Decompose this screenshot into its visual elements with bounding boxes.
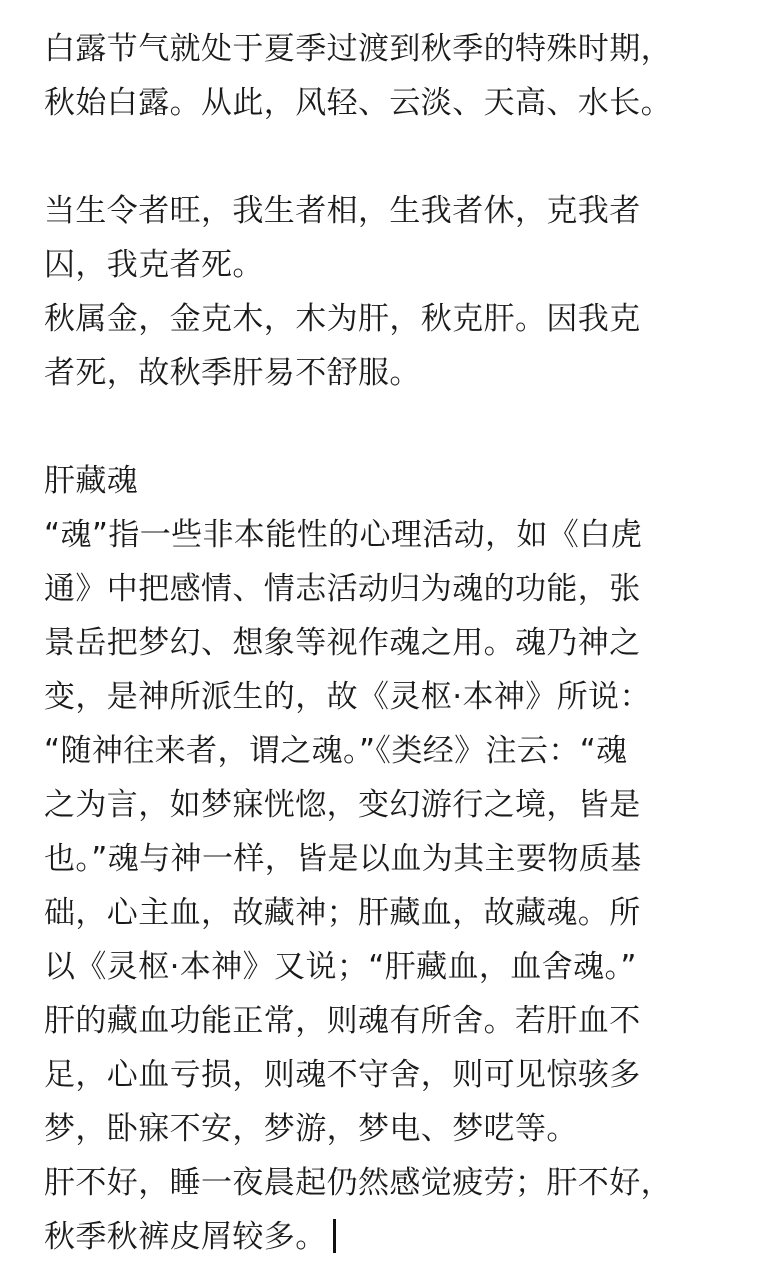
text-line: “魂”指一些非本能性的心理活动，如《白虎 [44, 517, 643, 553]
text-line: 肝不好，睡一夜晨起仍然感觉疲劳；肝不好， [44, 1165, 672, 1201]
section-heading: 肝藏魂 [44, 463, 139, 499]
text-line: 也。”魂与神一样，皆是以血为其主要物质基 [44, 841, 642, 877]
text-line: 以《灵枢·本神》又说；“肝藏血，血舍魂。” [44, 949, 637, 985]
text-line: 景岳把梦幻、想象等视作魂之用。魂乃神之 [44, 625, 641, 661]
text-line: 者死，故秋季肝易不舒服。 [44, 355, 421, 391]
text-line: 肝的藏血功能正常，则魂有所舍。若肝血不 [44, 1003, 641, 1039]
blank-line [44, 130, 744, 184]
text-line: 秋属金，金克木，木为肝，秋克肝。因我克 [44, 301, 641, 337]
text-line: 础，心主血，故藏神；肝藏血，故藏魂。所 [44, 895, 641, 931]
text-line: 足，心血亏损，则魂不守舍，则可见惊骇多 [44, 1057, 641, 1093]
last-text-line [44, 1210, 744, 1264]
text-line: 秋始白露。从此，风轻、云淡、天高、水长。 [44, 85, 672, 121]
text-line: 囚，我克者死。 [44, 247, 264, 283]
text-line: 梦，卧寐不安，梦游，梦电、梦呓等。 [44, 1111, 578, 1147]
note-text-editor[interactable] [44, 22, 744, 1264]
text-line: 白露节气就处于夏季过渡到秋季的特殊时期， [44, 31, 672, 67]
text-line: 变，是神所派生的，故《灵枢·本神》所说： [44, 679, 651, 715]
blank-line [44, 400, 744, 454]
text-cursor [333, 1219, 336, 1253]
text-line: 当生令者旺，我生者相，生我者休，克我者 [44, 193, 641, 229]
text-line: “随神往来者，谓之魂。”《类经》注云：“魂 [44, 733, 628, 769]
text-line: 通》中把感情、情志活动归为魂的功能，张 [44, 571, 641, 607]
last-line-text: 秋季秋裤皮屑较多。 [44, 1219, 327, 1255]
text-line: 之为言，如梦寐恍惚，变幻游行之境，皆是 [44, 787, 641, 823]
